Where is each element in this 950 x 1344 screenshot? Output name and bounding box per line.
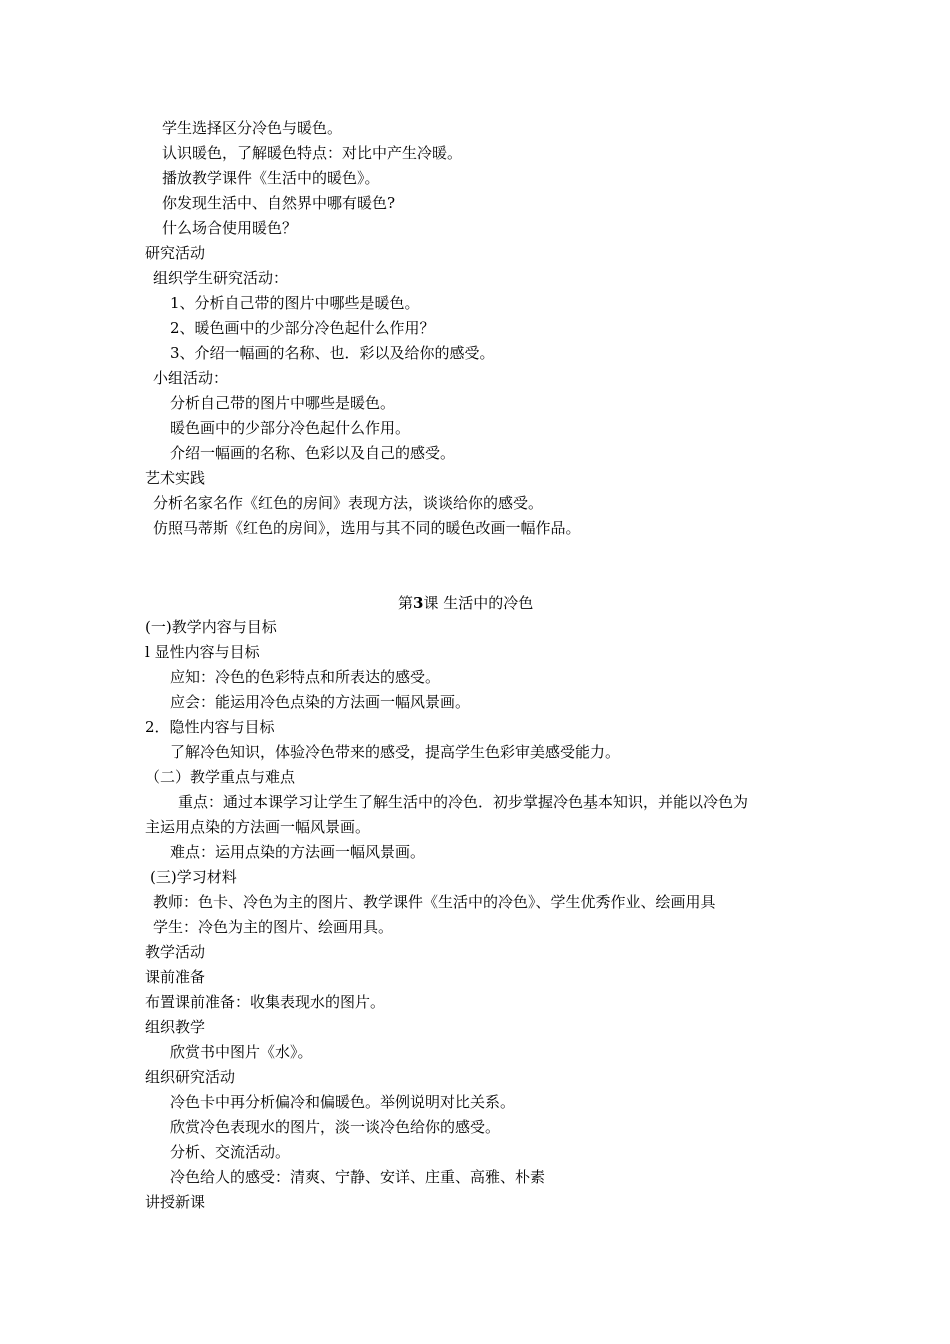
section-heading: 组织教学 [145,1018,206,1036]
text-line: 分析自己带的图片中哪些是暖色。 [170,394,396,412]
text-line: 播放教学课件《生活中的暖色》。 [162,169,380,187]
text-line: 重点：通过本课学习让学生了解生活中的冷色．初步掌握冷色基本知识，并能以冷色为 [178,793,749,811]
list-item: 3、介绍一幅画的名称、也．彩以及给你的感受。 [170,344,495,362]
text-line: 教师：色卡、冷色为主的图片、教学课件《生活中的冷色》、学生优秀作业、绘画用具 [153,893,716,911]
text-line: 分析、交流活动。 [170,1143,291,1161]
section-heading: 讲授新课 [145,1193,206,1211]
section-heading: (一)教学内容与目标 [145,618,277,636]
lesson-number: 3 [413,594,424,612]
section-heading: (三)学习材料 [150,868,237,886]
section-heading: 艺术实践 [145,469,206,487]
section-heading: 研究活动 [145,244,206,262]
section-heading: 教学活动 [145,943,206,961]
text-line: 了解冷色知识，体验冷色带来的感受，提高学生色彩审美感受能力。 [170,743,621,761]
text-line: 认识暖色，了解暖色特点：对比中产生冷暖。 [162,144,463,162]
text-line: 小组活动： [153,369,229,387]
subsection-heading: l 显性内容与目标 [145,643,260,661]
text-line: 布置课前准备：收集表现水的图片。 [145,993,386,1011]
text-line: 你发现生活中、自然界中哪有暖色? [162,194,396,212]
text-line: 主运用点染的方法画一幅风景画。 [145,818,371,836]
text-line: 应会：能运用冷色点染的方法画一幅风景画。 [170,693,471,711]
text-line: 分析名家名作《红色的房间》表现方法，谈谈给你的感受。 [153,494,544,512]
section-heading: 组织研究活动 [145,1068,236,1086]
section-heading: （二）教学重点与难点 [145,768,296,786]
section-heading: 课前准备 [145,968,206,986]
list-item: 1、分析自己带的图片中哪些是暖色。 [170,294,420,312]
text-line: 欣赏书中图片《水》。 [170,1043,313,1061]
text-line: 欣赏冷色表现水的图片，淡一谈冷色给你的感受。 [170,1118,501,1136]
subsection-heading: 2．隐性内容与目标 [145,718,275,736]
text-line: 冷色给人的感受：清爽、宁静、安详、庄重、高雅、朴素 [170,1168,546,1186]
lesson-title-prefix: 第 [398,594,414,612]
text-line: 组织学生研究活动： [153,269,289,287]
list-item: 2、暖色画中的少部分冷色起什么作用？ [170,319,435,337]
text-line: 难点：运用点染的方法画一幅风景画。 [170,843,426,861]
lesson-title-suffix: 课 生活中的冷色 [423,594,534,612]
text-line: 介绍一幅画的名称、色彩以及自己的感受。 [170,444,456,462]
text-line: 学生：冷色为主的图片、绘画用具。 [153,918,394,936]
text-line: 暖色画中的少部分冷色起什么作用。 [170,419,411,437]
text-line: 学生选择区分冷色与暖色。 [162,119,343,137]
text-line: 应知：冷色的色彩特点和所表达的感受。 [170,668,441,686]
lesson-title [398,593,533,613]
text-line: 冷色卡中再分析偏冷和偏暖色。举例说明对比关系。 [170,1093,516,1111]
text-line: 什么场合使用暖色？ [162,219,298,237]
text-line: 仿照马蒂斯《红色的房间》，选用与其不同的暖色改画一幅作品。 [153,519,581,537]
